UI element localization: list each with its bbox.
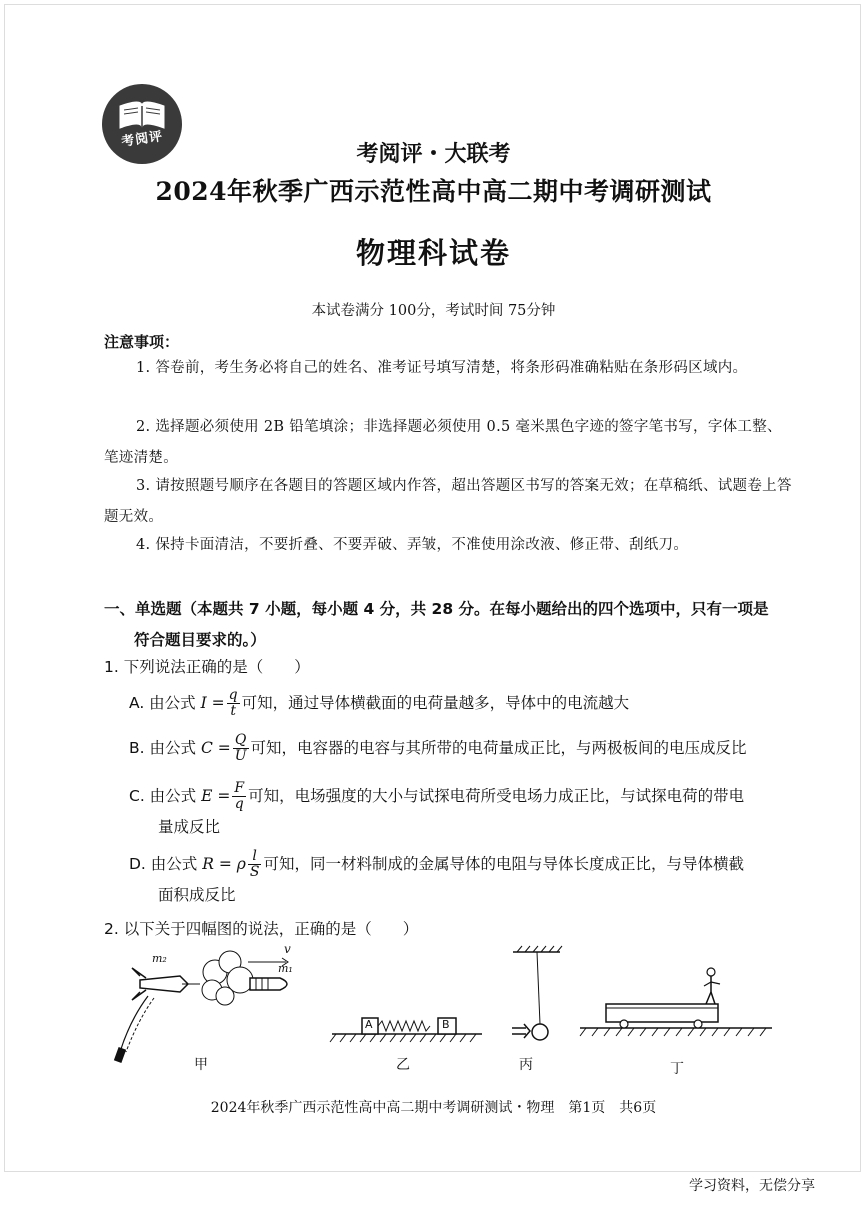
option-label: C. 由公式 [129,787,197,805]
notice-title: 注意事项： [104,333,180,351]
option-label: B. 由公式 [129,739,196,757]
formula-fraction [227,688,240,718]
subject-title: 物理科试卷 [355,236,511,270]
section-heading [104,594,804,656]
brand-title: 考阅评・大联考 [356,141,511,167]
q1-option-d [129,849,794,911]
figure-bing-pendulum [512,946,562,1040]
exam-info: 本试卷满分 100分，考试时间 75分钟 [311,303,556,319]
caption-jia: 甲 [194,1057,208,1073]
option-text: 可知，电容器的电容与其所带的电荷量成正比，与两极板间的电压成反比 [250,739,747,757]
option-text: 可知，同一材料制成的金属导体的电阻与导体长度成正比，与导体横截 [263,855,744,873]
q1-option-b [129,733,794,764]
fraction-numerator: Q [233,733,249,749]
question-2-stem: 2. 以下关于四幅图的说法，正确的是（ ） [104,920,419,938]
fraction-denominator: U [234,748,247,764]
share-watermark: 学习资料，无偿分享 [689,1178,815,1194]
question-1-stem: 1. 下列说法正确的是（ ） [104,658,310,676]
option-text: 可知，通过导体横截面的电荷量越多，导体中的电流越大 [241,694,630,712]
exam-title: 2024年秋季广西示范性高中高二期中考调研测试 [155,177,712,206]
formula-fraction [233,733,249,763]
caption-bing: 丙 [519,1057,533,1073]
option-text-continued: 量成反比 [158,818,221,836]
figure-ding-cart-person [580,968,772,1036]
formula-lhs: I = [200,694,225,712]
formula-fraction [248,849,262,879]
fraction-numerator: F [234,780,245,797]
section-heading-line1: 一、单选题（本题共 7 小题，每小题 4 分，共 28 分。在每小题给出的四个选项中，只有一项是 [104,600,769,618]
figure-jia-rocket [114,951,288,1063]
caption-yi: 乙 [396,1057,410,1073]
label-m1: m₁ [278,962,293,975]
fraction-numerator: l [248,849,262,865]
fraction-denominator: q [234,796,244,812]
notice-item-2: 2. 选择题必须使用 2B 铅笔填涂；非选择题必须使用 0.5 毫米黑色字迹的签字笔书写，字体工整、笔迹清楚。 [104,419,782,466]
formula-fraction [232,781,246,811]
page-footer: 2024年秋季广西示范性高中高二期中考调研测试・物理 第1页 共6页 [210,1100,657,1116]
fraction-denominator: t [230,703,236,719]
figure-yi-spring-blocks [330,1018,482,1042]
label-m2: m₂ [152,952,167,965]
option-text-continued: 面积成反比 [158,886,236,904]
label-block-b: B [442,1018,450,1031]
option-label: D. 由公式 [129,855,198,873]
fraction-numerator: q [228,687,238,704]
fraction-denominator: S [249,864,260,880]
notice-item-1: 1. 答卷前，考生务必将自己的姓名、准考证号填写清楚，将条形码准确粘贴在条形码区域内。 [136,360,748,376]
q1-option-a [129,688,794,719]
formula-lhs: E = [201,787,231,805]
caption-ding: 丁 [670,1061,684,1077]
notice-item-4: 4. 保持卡面清洁，不要折叠、不要弄破、弄皱，不准使用涂改液、修正带、刮纸刀。 [136,537,689,553]
logo-text: 考阅评 [120,129,165,150]
notice-item-3: 3. 请按照题号顺序在各题目的答题区域内作答，超出答题区书写的答案无效；在草稿纸、试题卷上答题无效。 [104,478,792,525]
option-label: A. 由公式 [129,694,196,712]
question-2-figures [100,940,800,1080]
label-v: v [284,942,291,956]
label-block-a: A [365,1018,373,1031]
formula-lhs: C = [200,739,231,757]
q1-option-c [129,781,794,843]
formula-lhs: R = ρ [202,855,246,873]
option-text: 可知，电场强度的大小与试探电荷所受电场力成正比，与试探电荷的带电 [248,787,745,805]
section-heading-line2: 符合题目要求的。） [134,631,266,649]
